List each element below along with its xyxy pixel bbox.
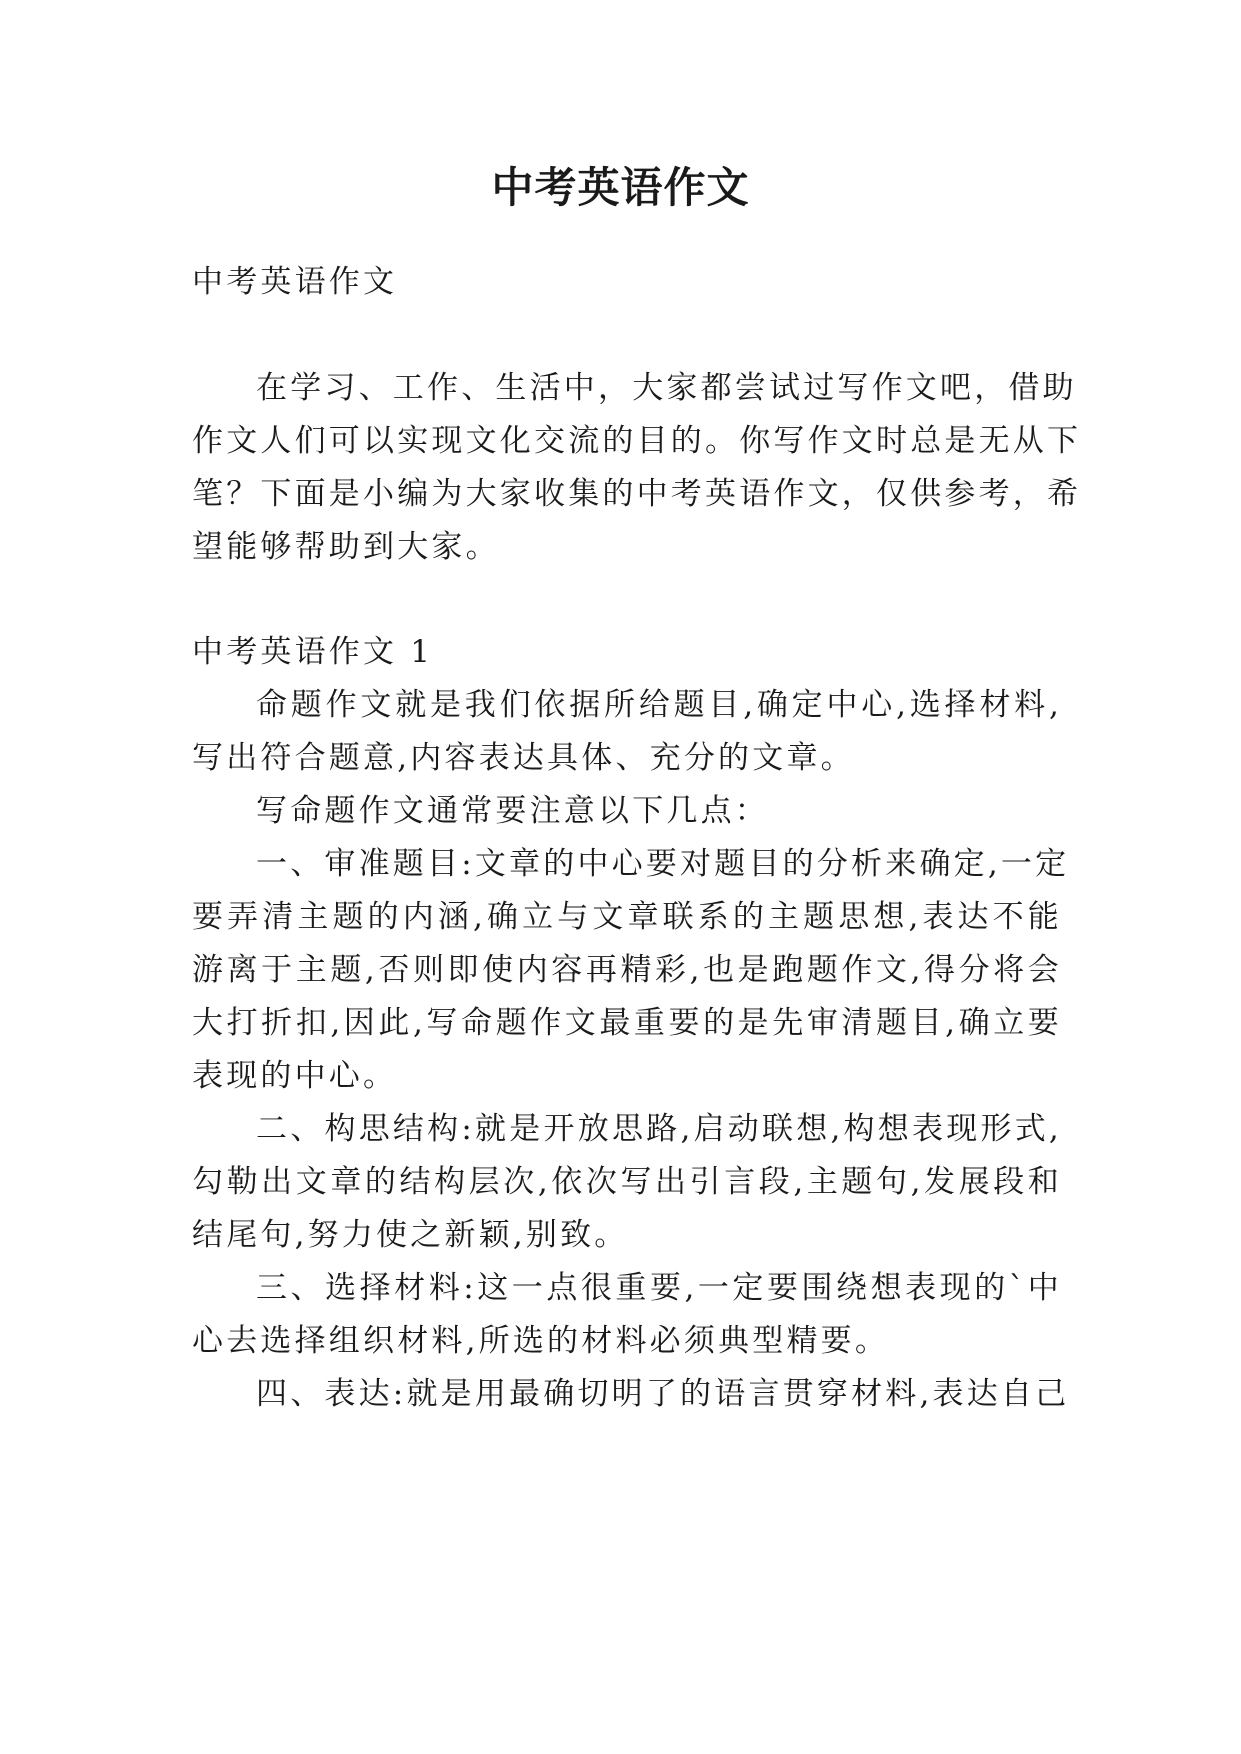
intro-line-2: 作文人们可以实现文化交流的目的。你写作文时总是无从下 (192, 423, 1082, 459)
intro-line-3: 笔？下面是小编为大家收集的中考英语作文，仅供参考，希 (192, 476, 1082, 512)
paragraph-line: 心去选择组织材料,所选的材料必须典型精要。 (192, 1323, 890, 1359)
paragraph-line: 一、审准题目:文章的中心要对题目的分析来确定,一定 (256, 846, 1070, 882)
subtitle: 中考英语作文 (192, 264, 398, 300)
document-title: 中考英语作文 (491, 163, 750, 212)
paragraph-line: 结尾句,努力使之新颖,别致。 (192, 1217, 629, 1253)
paragraph-line: 表现的中心。 (192, 1058, 398, 1094)
paragraph-line: 三、选择材料:这一点很重要,一定要围绕想表现的`中 (256, 1270, 1062, 1306)
intro-line-4: 望能够帮助到大家。 (192, 529, 500, 565)
paragraph-line: 勾勒出文章的结构层次,依次写出引言段,主题句,发展段和 (192, 1164, 1062, 1200)
paragraph-line: 游离于主题,否则即使内容再精彩,也是跑题作文,得分将会 (192, 952, 1062, 988)
intro-line-1: 在学习、工作、生活中，大家都尝试过写作文吧，借助 (256, 370, 1077, 406)
paragraph-line: 四、表达:就是用最确切明了的语言贯穿材料,表达自己 (256, 1376, 1070, 1412)
paragraph-line: 二、构思结构:就是开放思路,启动联想,构想表现形式, (256, 1111, 1062, 1147)
paragraph-line: 写命题作文通常要注意以下几点： (256, 793, 769, 829)
paragraph-line: 写出符合题意,内容表达具体、充分的文章。 (192, 740, 855, 776)
section-heading: 中考英语作文 1 (192, 634, 434, 670)
paragraph-line: 命题作文就是我们依据所给题目,确定中心,选择材料, (256, 687, 1062, 723)
paragraph-line: 大打折扣,因此,写命题作文最重要的是先审清题目,确立要 (192, 1005, 1062, 1041)
paragraph-line: 要弄清主题的内涵,确立与文章联系的主题思想,表达不能 (192, 899, 1062, 935)
